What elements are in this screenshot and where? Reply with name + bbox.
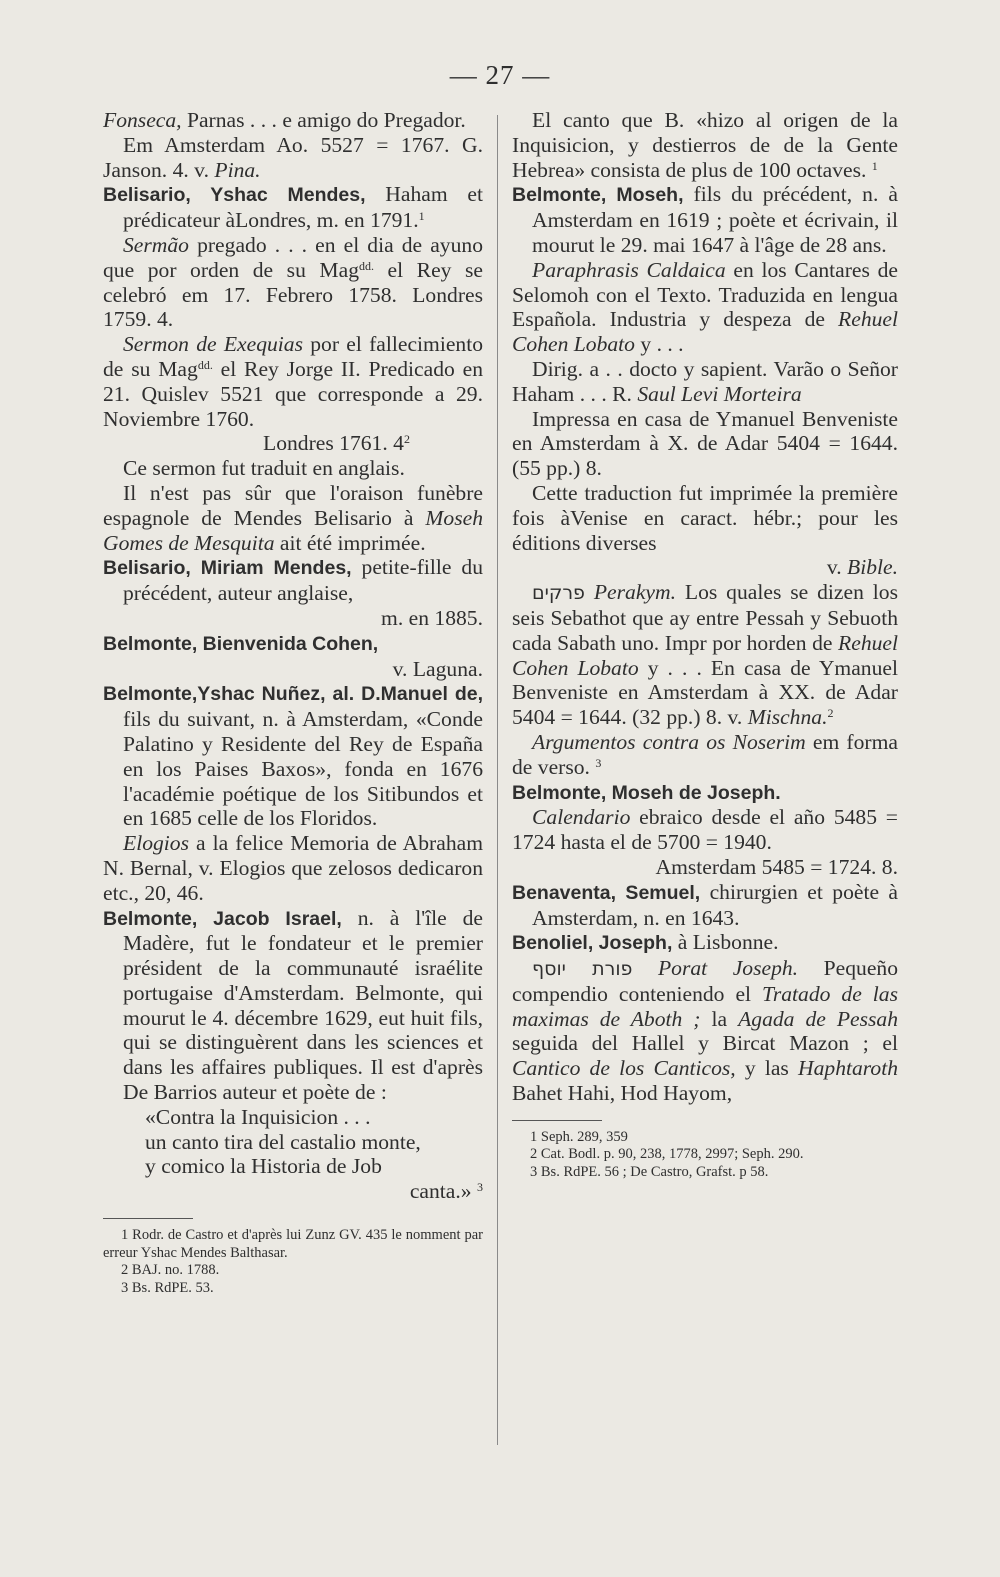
text: canta.»	[409, 1179, 472, 1204]
footnote: 2 Cat. Bodl. p. 90, 238, 1778, 2997; Seph. 290.	[530, 1146, 804, 1163]
text: el Rey Jorge II. Predicado en 21. Quislev 5521 que corresponde a 29. Noviembre 1760.	[103, 356, 483, 431]
imprint-line	[103, 133, 483, 183]
entry-benoliel-joseph	[512, 930, 898, 956]
cross-reference: v. Laguna.	[392, 656, 483, 681]
note-text	[103, 481, 483, 555]
italic-text: Rehuel Cohen Lobato	[512, 307, 898, 357]
italic-text: Argumentos contra os Noserim	[532, 729, 806, 754]
text: petite-fille du précédent, auteur anglaise,	[123, 555, 483, 606]
entry-benaventa-semuel	[512, 880, 898, 931]
italic-text: Elogios	[123, 831, 189, 856]
text: chirurgien et poète à Amsterdam, n. en 1643.	[532, 879, 898, 930]
text: Em Amsterdam Ao. 5527 = 1767. G. Janson. 4. v.	[103, 132, 483, 182]
note-text: Cette traduction fut imprimée la première fois àVenise en caract. hébr.; pour les éditions diverses	[512, 480, 898, 555]
text: Los quales se dizen los seis Sebathot que ay entre Pessah y Sebuoth cada Sabath uno. Impr por horden de	[512, 580, 898, 655]
entry-heading: Belmonte, Jacob Israel,	[103, 907, 342, 930]
italic-text: Cantico de los Canticos,	[512, 1056, 736, 1081]
right-column	[512, 108, 898, 1181]
entry-belmonte-moseh-joseph	[512, 780, 898, 806]
entry-heading: Belmonte, Moseh de Joseph.	[512, 781, 781, 804]
text: a la felice Memoria de Abraham N. Bernal, v. Elogios que zelosos dedicaron etc., 20, 46.	[103, 831, 483, 905]
work-perakym	[512, 580, 898, 730]
entry-belisario-yshac	[103, 182, 483, 233]
text: à Lisbonne.	[672, 930, 779, 955]
verse-line: «Contra la Inquisicion . . .	[145, 1104, 371, 1129]
text: en los Cantares de Selomoh con el Texto. Traduzida en lengua Española. Industria y despeza de	[512, 257, 898, 332]
verse-line	[103, 1179, 483, 1204]
text: ebraico desde el año 5485 = 1724 hasta el de 5700 = 1940.	[512, 805, 898, 855]
verse-line: y comico la Historia de Job	[145, 1154, 382, 1179]
text: v.	[826, 555, 848, 580]
text: y . . .	[634, 332, 684, 357]
entry-heading: Belmonte, Moseh,	[512, 184, 684, 207]
italic-text: Calendario	[532, 805, 631, 830]
footnote-ref: 1	[418, 209, 425, 224]
text: Dirig. a . . docto y sapient. Varão o Señor Haham . . . R.	[512, 356, 898, 406]
italic-text: Paraphrasis Caldaica	[532, 257, 726, 282]
hebrew-title: פורת יוסף	[532, 958, 633, 981]
entry-heading: Belmonte,Yshac Nuñez, al. D.Manuel de,	[103, 683, 483, 706]
note-text	[512, 108, 898, 182]
text: Londres 1761. 4	[263, 431, 404, 456]
entry-heading: Benaventa, Semuel,	[512, 881, 701, 904]
text: fils du précédent, n. à Amsterdam en 1619 ; poète et écrivain, il mourut le 29. mai 1647 à l'âge de 28 ans.	[532, 182, 898, 257]
footnote-ref: 3	[595, 755, 602, 770]
verse-line: un canto tira del castalio monte,	[145, 1129, 421, 1154]
superscript: dd.	[359, 258, 374, 273]
superscript: dd.	[197, 357, 213, 372]
cross-reference	[512, 555, 898, 580]
italic-text: Tratado de las maximas de Aboth ;	[512, 981, 898, 1031]
italic-text: Rehuel Cohen Lobato	[512, 630, 898, 680]
text: y . . . En casa de Ymanuel Benveniste en Amsterdam à XX. de Adar 5404 = 1644. (32 pp.) 8. v.	[512, 655, 898, 730]
work-argumentos	[512, 730, 898, 780]
italic-text: Sermon de Exequias	[123, 332, 303, 357]
footnote: 1 Rodr. de Castro et d'après lui Zunz GV. 435 le nomment par erreur Yshac Mendes Balthasar.	[103, 1227, 483, 1261]
footnote: 1 Seph. 289, 359	[530, 1128, 628, 1145]
entry-belmonte-jacob	[103, 906, 483, 1105]
italic-text: Porat Joseph.	[657, 956, 799, 981]
footnote-rule	[512, 1120, 602, 1121]
text: pregado . . . en el dia de ayuno que por orden de su Mag	[103, 232, 483, 282]
text: seguida del Hallel y Bircat Mazon ; el	[512, 1031, 898, 1056]
text: por el fallecimiento de su Mag	[103, 332, 484, 381]
italic-text: Fonseca,	[103, 108, 182, 132]
imprint-line: Impressa en casa de Ymanuel Benveniste en Amsterdam à X. de Adar 5404 = 1644. (55 pp.) 8.	[512, 406, 898, 481]
text: ait été imprimée.	[274, 530, 426, 555]
text: Bahet Hahi, Hod Hayom,	[512, 1081, 733, 1106]
text: n. à l'île de Madère, fut le fondateur et le premier président de la communauté israélite portugaise d'Amsterdam. Belmonte, qui mourut le 4. décembre 1629, eut huit fils, qui se distinguèrent dans les sciences et dans les affaires publiques. Il est d'après De Barrios auteur et poète de :	[123, 905, 483, 1105]
imprint-line: Amsterdam 5485 = 1724. 8.	[655, 854, 898, 879]
text: em forma de verso.	[512, 729, 898, 779]
text: fils du suivant, n. à Amsterdam, «Conde Palatino y Residente del Rey de España en los Paises Baxos», fonda en 1676 l'académie poétique de los Sitibundos et en 1685 celle de los Floridos.	[123, 707, 483, 831]
text: y las	[735, 1056, 799, 1081]
work-porat-joseph	[512, 956, 898, 1106]
text: Parnas . . . e amigo do Pregador.	[181, 108, 466, 132]
work-paraphrasis	[512, 258, 898, 357]
note-text: Ce sermon fut traduit en anglais.	[123, 456, 405, 481]
text: Il n'est pas sûr que l'oraison funèbre espagnole de Mendes Belisario à	[103, 480, 483, 530]
entry-heading: Belmonte, Bienvenida Cohen,	[103, 632, 379, 655]
italic-text: Moseh Gomes de Mesquita	[103, 505, 483, 555]
entry-belmonte-moseh	[512, 182, 898, 257]
entry-belmonte-bienvenida	[103, 631, 483, 657]
left-column	[103, 108, 483, 1297]
entry-heading: Benoliel, Joseph,	[512, 932, 673, 955]
text: el Rey se celebró em 17. Febrero 1758. Londres 1759. 4.	[103, 257, 483, 332]
dedication	[512, 357, 898, 407]
work-sermon	[103, 332, 483, 431]
entry-belisario-miriam	[103, 555, 483, 606]
italic-text: Perakym.	[593, 580, 676, 605]
entry-continuation	[103, 108, 483, 133]
italic-text: Mischna.	[747, 705, 828, 730]
work-elogios	[103, 831, 483, 905]
italic-text: Sermão	[123, 232, 189, 257]
footnote: 3 Bs. RdPE. 56 ; De Castro, Grafst. p 58.	[530, 1163, 769, 1180]
italic-text: Haphtaroth	[798, 1056, 898, 1081]
italic-text: Bible.	[847, 555, 898, 580]
footnote-ref: 1	[871, 158, 878, 173]
entry-heading: Belisario, Yshac Mendes,	[103, 184, 366, 207]
work-sermao	[103, 233, 483, 332]
text: Haham et prédicateur àLondres, m. en 1791.	[123, 182, 483, 233]
footnote: 3 Bs. RdPE. 53.	[121, 1279, 214, 1296]
italic-text: Saul Levi Morteira	[637, 381, 802, 406]
page-number: — 27 —	[449, 60, 551, 90]
italic-text: Pina.	[214, 157, 261, 182]
imprint-line	[103, 431, 483, 456]
footnote-ref: 2	[403, 432, 410, 447]
footnote-rule	[103, 1218, 193, 1219]
hebrew-title: פרקים	[532, 582, 585, 605]
column-divider	[497, 115, 498, 1445]
italic-text: Agada de Pessah	[738, 1006, 899, 1031]
entry-end: m. en 1885.	[381, 605, 483, 630]
footnote-ref: 3	[477, 1180, 483, 1195]
footnote: 2 BAJ. no. 1788.	[121, 1262, 220, 1279]
entry-heading: Belisario, Miriam Mendes,	[103, 557, 352, 580]
text: Pequeño compendio conteniendo el	[512, 956, 899, 1006]
footnote-ref: 2	[827, 706, 834, 721]
work-calendario	[512, 805, 898, 855]
text: El canto que B. «hizo al origen de la Inquisicion, y destierros de de la Gente Hebrea» consista de plus de 100 octaves.	[512, 108, 898, 182]
entry-belmonte-yshac	[103, 681, 483, 831]
text: la	[700, 1006, 739, 1031]
